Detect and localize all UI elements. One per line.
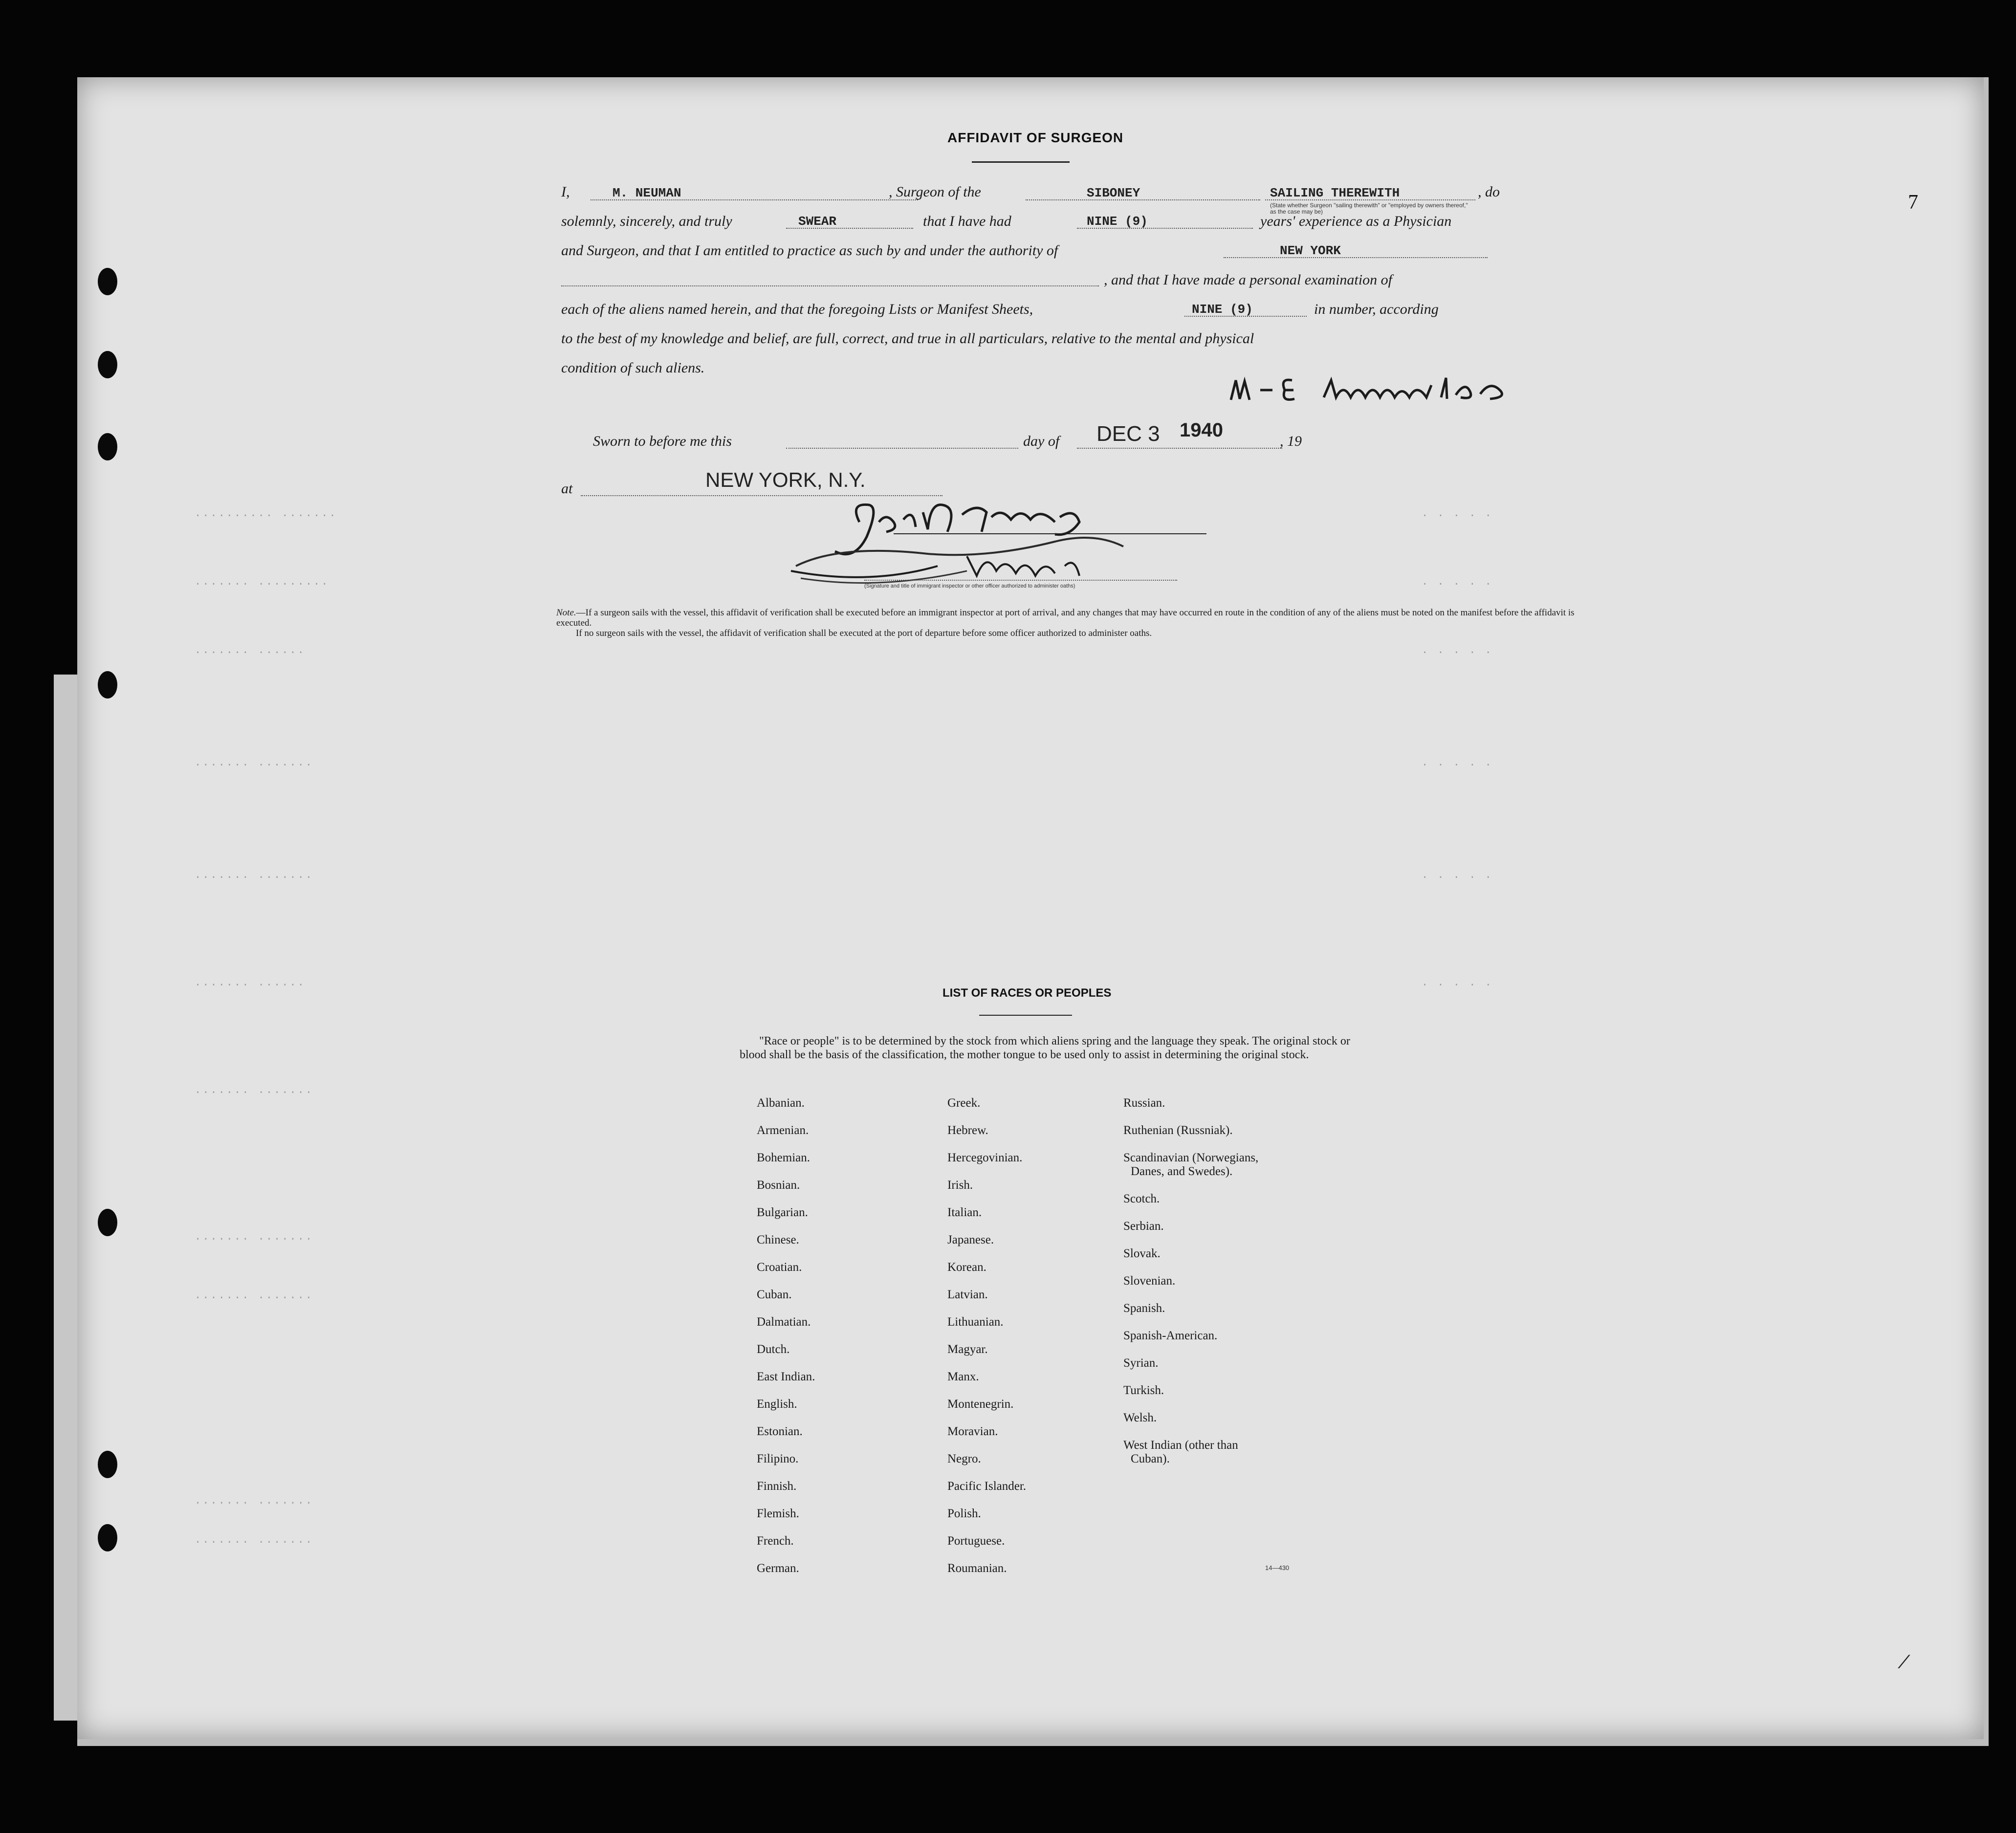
sworn-day-label: day of xyxy=(1023,433,1060,449)
corner-mark: ⁄ xyxy=(1903,1651,1906,1673)
race-item: Russian. xyxy=(1123,1096,1165,1110)
officer-signature-line xyxy=(894,533,1206,534)
race-item: Filipino. xyxy=(757,1452,799,1465)
affidavit-line1-start: I, xyxy=(561,184,570,200)
authority-line-cont xyxy=(561,285,1099,286)
affidavit-line4-end: , and that I have made a personal examination of xyxy=(1104,272,1392,288)
affidavit-line5-end: in number, according xyxy=(1314,301,1439,317)
sworn-start: Sworn to before me this xyxy=(593,433,732,449)
race-item: Scotch. xyxy=(1123,1192,1160,1205)
officer-caption: (Signature and title of immigrant inspector or other officer authorized to administer oaths) xyxy=(864,583,1075,589)
race-item: Hebrew. xyxy=(947,1124,988,1137)
sworn-year: 1940 xyxy=(1180,419,1223,441)
race-item: Finnish. xyxy=(757,1480,797,1493)
race-item: East Indian. xyxy=(757,1370,815,1383)
affidavit-line6: to the best of my knowledge and belief, are full, correct, and true in all particulars, relative to the mental and physical xyxy=(561,330,1254,347)
races-intro: "Race or people" is to be determined by the stock from which aliens spring and the language they speak. The original stock or blood shall be the basis of the classification, the mother tongue to be used only to assist in determining the original stock. xyxy=(740,1035,1350,1061)
race-item: Armenian. xyxy=(757,1124,809,1137)
race-item: Cuban). xyxy=(1131,1452,1170,1465)
race-item: Irish. xyxy=(947,1178,973,1192)
race-item: Roumanian. xyxy=(947,1562,1007,1575)
affidavit-line5-start: each of the aliens named herein, and that the foregoing Lists or Manifest Sheets, xyxy=(561,301,1033,317)
race-item: Magyar. xyxy=(947,1343,988,1356)
race-item: Croatian. xyxy=(757,1261,802,1274)
manifest-sheet: 7 .......... ....... . . . . . ....... ......... . . . . . ....... ...... . . . . . ....... ....... . . . . . ....... ....... . . . . . ....... ...... . . . . . ....... ....... ....... ....... ....... ....... ....... ....... ....... ....... AFFIDAVIT OF SURGEON I, M. NEUMAN , Surgeon of the SIBONEY SAILING THEREWITH , do (State whether Surgeon "sailing therewith" or "employed by owners thereof," as the case may be) solemnly, sincerely, and truly SWEAR that I have had NINE (9) years' experience as a Physician and Surgeon, and that I am entitled to practice as such by and under the authority of NEW YORK , and that I have made a personal examination of each of the aliens named herein, and that the foregoing Lists or Manifest Sheets, NINE (9) in number, according to the best of my knowledge and belief, are full, correct, and true in all particulars, relative to the mental and physical condition of such aliens. Sworn to before me this day of DEC 3 1940 , 19 at NEW YORK, N.Y. (Signature and title of immigrant inspector or other officer authorized to administer oaths) Note.—If a surgeon sails with the vessel, this affidavit of verification shall be executed before an immigrant inspector at port of arrival, and any changes that may have occurred en route in the condition of any of the aliens must be noted on the manifest before the affidavit is executed. If no surgeon sails with the vessel, the affidavit of verification shall be executed at the port of departure before some officer authorized to administer oaths. LIST OF RACES OR PEOPLES "Race or people" is to be determined by the stock from which aliens spring and the language they speak. The original stock or blood shall be the basis of the classification, the mother tongue to be used only to assist in determining the original stock. 14—430 ⁄ Albanian. Armenian. Bohemian. Bosnian. Bulgarian. Chinese. Croatian. Cuban. Dalmatian. Dutch. East Indian. English. Estonian. Filipino. Finnish. Flemish. French. German. Greek. Hebrew. Hercegovinian. Irish. Italian. Japanese. Korean. Latvian. Lithuanian. Magyar. Manx. Montenegrin. Moravian. Negro. Pacific Islander. Polish. Portuguese. Roumanian. Russian. Ruthenian (Russniak). Scandinavian (Norwegians, Danes, and Swedes). Scotch. Serbian. Slovak. Slovenian. Spanish. Spanish-American. Syrian. Turkish. Welsh. West Indian (other than Cuban). xyxy=(77,77,1989,1746)
affidavit-line1-end: , do xyxy=(1478,184,1500,200)
binder-hole xyxy=(98,1209,117,1236)
race-item: Latvian. xyxy=(947,1288,988,1301)
ship-name: SIBONEY xyxy=(1087,186,1140,200)
race-item: Pacific Islander. xyxy=(947,1480,1027,1493)
authority-line xyxy=(1224,257,1488,258)
race-item: Polish. xyxy=(947,1507,981,1520)
race-item: Estonian. xyxy=(757,1425,803,1438)
race-item: Bulgarian. xyxy=(757,1206,808,1219)
note-text-2: If no surgeon sails with the vessel, the affidavit of verification shall be executed at the port of departure before some officer authorized to administer oaths. xyxy=(576,628,1152,638)
race-item: Spanish. xyxy=(1123,1302,1165,1315)
race-item: Syrian. xyxy=(1123,1356,1159,1370)
race-item: Hercegovinian. xyxy=(947,1151,1023,1164)
surgeon-name-line xyxy=(591,199,918,200)
race-item: Slovak. xyxy=(1123,1247,1161,1260)
surgeon-signature xyxy=(1226,371,1539,415)
years-experience-line xyxy=(1077,228,1253,229)
race-item: Portuguese. xyxy=(947,1534,1005,1548)
binder-hole xyxy=(98,1451,117,1478)
race-item: Scandinavian (Norwegians, xyxy=(1123,1151,1259,1164)
heading-rule xyxy=(972,161,1070,163)
race-item: West Indian (other than xyxy=(1123,1439,1238,1452)
sworn-nineteen: , 19 xyxy=(1280,433,1302,449)
race-item: Chinese. xyxy=(757,1233,799,1246)
affidavit-line2-mid: that I have had xyxy=(923,213,1011,229)
oath-type: SWEAR xyxy=(798,214,837,229)
race-item: Bosnian. xyxy=(757,1178,800,1192)
sworn-month-line xyxy=(1077,448,1282,449)
note-label: Note. xyxy=(556,608,576,618)
race-item: Turkish. xyxy=(1123,1384,1164,1397)
binder-hole xyxy=(98,268,117,295)
sailing-status: SAILING THEREWITH xyxy=(1270,186,1400,200)
race-item: Cuban. xyxy=(757,1288,792,1301)
races-heading: LIST OF RACES OR PEOPLES xyxy=(942,986,1112,1000)
race-item: Greek. xyxy=(947,1096,981,1110)
affidavit-line2-end: years' experience as a Physician xyxy=(1260,213,1452,229)
race-item: German. xyxy=(757,1562,799,1575)
race-item: Italian. xyxy=(947,1206,982,1219)
officer-title-line xyxy=(864,580,1177,581)
at-label: at xyxy=(561,480,573,497)
race-item: Korean. xyxy=(947,1261,986,1274)
race-item: Bohemian. xyxy=(757,1151,811,1164)
race-item: Spanish-American. xyxy=(1123,1329,1218,1342)
oath-type-line xyxy=(786,228,913,229)
sheet-count: NINE (9) xyxy=(1192,302,1253,317)
race-item: Albanian. xyxy=(757,1096,805,1110)
note-text-1: —If a surgeon sails with the vessel, this affidavit of verification shall be executed before an immigrant inspector at port of arrival, and any changes that may have occurred en route in the condition of any of the aliens must be noted on the manifest before the affidavit is executed. xyxy=(556,608,1575,628)
authority: NEW YORK xyxy=(1280,243,1341,258)
surgeon-name: M. NEUMAN xyxy=(613,186,681,200)
race-item: English. xyxy=(757,1397,797,1411)
races-heading-rule xyxy=(979,1015,1072,1016)
sworn-date: DEC 3 xyxy=(1096,422,1160,446)
binder-hole xyxy=(98,351,117,378)
sheet-count-line xyxy=(1184,316,1307,317)
binder-hole xyxy=(98,1524,117,1551)
affidavit-note xyxy=(556,608,1598,638)
race-item: Slovenian. xyxy=(1123,1274,1176,1287)
binder-hole xyxy=(98,671,117,698)
affidavit-heading: AFFIDAVIT OF SURGEON xyxy=(947,130,1124,145)
affidavit-line2-start: solemnly, sincerely, and truly xyxy=(561,213,732,229)
race-item: Dutch. xyxy=(757,1343,790,1356)
race-item: French. xyxy=(757,1534,794,1548)
race-item: Dalmatian. xyxy=(757,1315,811,1329)
binder-hole xyxy=(98,433,117,460)
affidavit-line7: condition of such aliens. xyxy=(561,360,705,376)
years-experience: NINE (9) xyxy=(1087,214,1148,229)
race-item: Lithuanian. xyxy=(947,1315,1004,1329)
race-item: Danes, and Swedes). xyxy=(1131,1165,1233,1178)
race-item: Moravian. xyxy=(947,1425,998,1438)
race-item: Montenegrin. xyxy=(947,1397,1014,1411)
race-item: Serbian. xyxy=(1123,1220,1164,1233)
race-item: Flemish. xyxy=(757,1507,799,1520)
affidavit-line3: and Surgeon, and that I am entitled to practice as such by and under the authority of xyxy=(561,242,1058,259)
race-item: Ruthenian (Russniak). xyxy=(1123,1124,1233,1137)
race-item: Japanese. xyxy=(947,1233,994,1246)
page-number: 7 xyxy=(1908,191,1918,214)
sworn-day-line xyxy=(786,448,1018,449)
race-item: Manx. xyxy=(947,1370,979,1383)
sworn-place: NEW YORK, N.Y. xyxy=(705,468,866,491)
affidavit-line1-mid: , Surgeon of the xyxy=(889,184,981,200)
race-item: Welsh. xyxy=(1123,1411,1157,1424)
sailing-note: (State whether Surgeon "sailing therewith" or "employed by owners thereof," as the case may be) xyxy=(1270,202,1468,215)
ship-name-line xyxy=(1026,199,1260,200)
form-number: 14—430 xyxy=(1265,1564,1290,1571)
race-item: Negro. xyxy=(947,1452,981,1465)
sailing-status-line xyxy=(1265,199,1475,200)
